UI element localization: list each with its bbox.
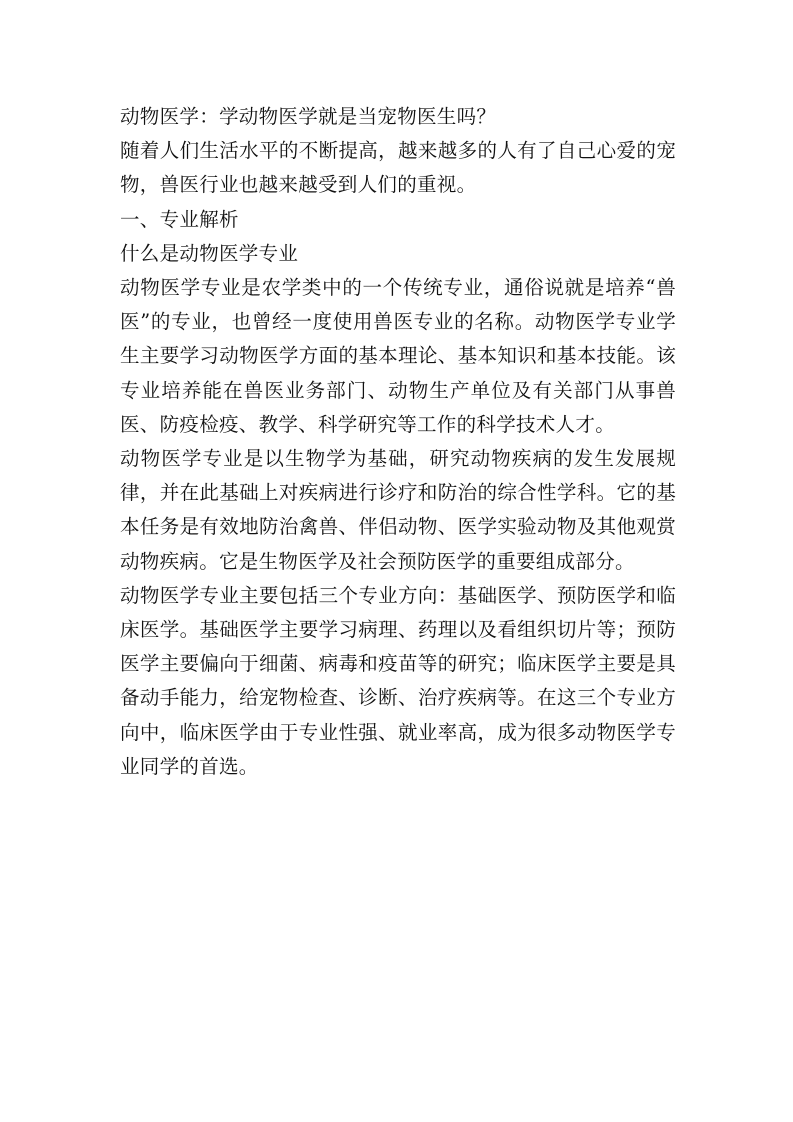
body-paragraph-1: 动物医学专业是农学类中的一个传统专业，通俗说就是培养“兽医”的专业，也曾经一度使用兽医专业的名称。动物医学专业学生主要学习动物医学方面的基本理论、基本知识和基本技能。该专业培养能在兽医业务部门、动物生产单位及有关部门从事兽医、防疫检疫、教学、科学研究等工作的科学技术人才。 — [120, 276, 676, 436]
document-title: 动物医学：学动物医学就是当宠物医生吗？ — [120, 105, 497, 128]
section-heading: 一、专业解析 — [120, 207, 239, 231]
document-body — [120, 100, 676, 784]
body-paragraph-2: 动物医学专业是以生物学为基础，研究动物疾病的发生发展规律，并在此基础上对疾病进行诊疗和防治的综合性学科。它的基本任务是有效地防治禽兽、伴侣动物、医学实验动物及其他观赏动物疾病。它是生物医学及社会预防医学的重要组成部分。 — [120, 447, 676, 573]
intro-paragraph: 随着人们生活水平的不断提高，越来越多的人有了自己心爱的宠物，兽医行业也越来越受到人们的重视。 — [120, 139, 676, 197]
subheading: 什么是动物医学专业 — [120, 241, 299, 265]
body-paragraph-3: 动物医学专业主要包括三个专业方向：基础医学、预防医学和临床医学。基础医学主要学习病理、药理以及看组织切片等；预防医学主要偏向于细菌、病毒和疫苗等的研究；临床医学主要是具备动手能力，给宠物检查、诊断、治疗疾病等。在这三个专业方向中，临床医学由于专业性强、就业率高，成为很多动物医学专业同学的首选。 — [120, 583, 676, 778]
